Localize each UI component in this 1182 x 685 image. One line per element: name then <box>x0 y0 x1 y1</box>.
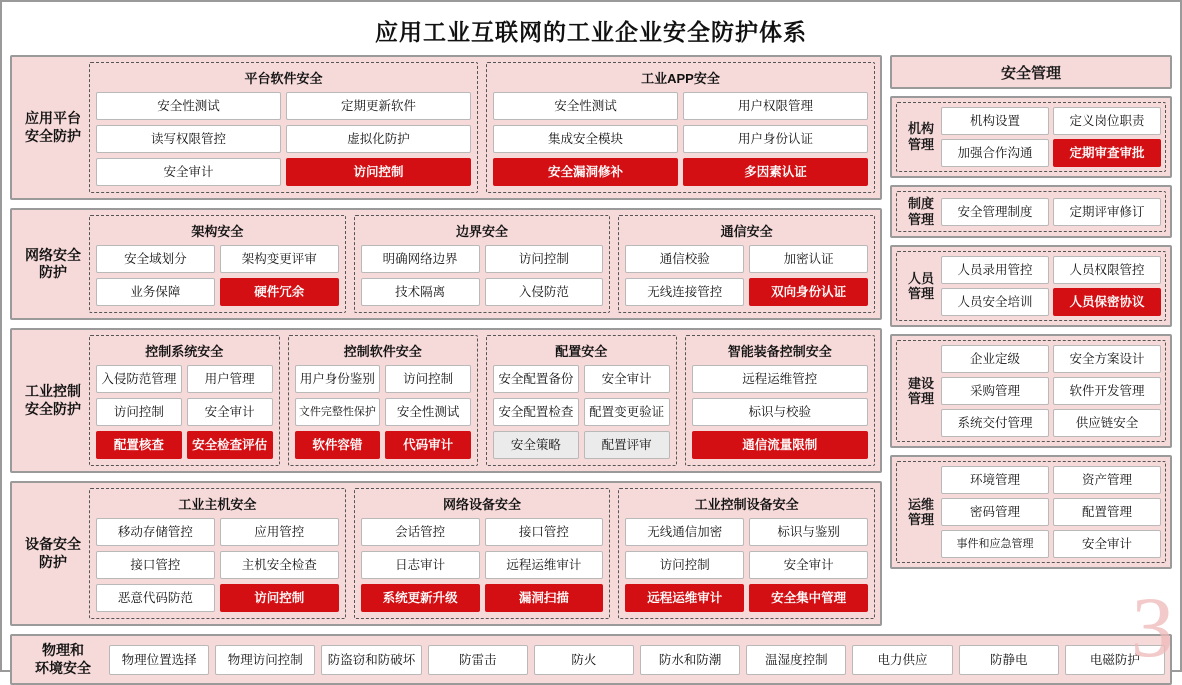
measure-cell[interactable]: 配置评审 <box>584 431 670 459</box>
group-1-2 <box>618 215 875 313</box>
measure-cell[interactable]: 远程运维审计 <box>625 584 744 612</box>
group-title: 工业APP安全 <box>641 71 720 86</box>
physical-cell[interactable]: 防盗窃和防破坏 <box>321 645 421 675</box>
measure-cell[interactable]: 机构设置 <box>941 107 1049 135</box>
measure-cell[interactable]: 安全漏洞修补 <box>493 158 678 186</box>
group-cells <box>361 245 604 306</box>
measure-cell[interactable]: 无线通信加密 <box>625 518 744 546</box>
management-block-inner <box>896 461 1166 563</box>
measure-cell[interactable]: 企业定级 <box>941 345 1049 373</box>
group-3-0 <box>89 488 346 619</box>
group-cells <box>96 92 471 186</box>
management-block-1 <box>890 185 1172 238</box>
management-block-label: 人员 管理 <box>907 270 934 302</box>
measure-cell[interactable]: 接口管控 <box>96 551 215 579</box>
management-block-cells <box>941 196 1161 227</box>
measure-cell[interactable]: 人员权限管控 <box>1053 256 1161 284</box>
group-title: 通信安全 <box>720 224 773 239</box>
measure-cell[interactable]: 访问控制 <box>485 245 604 273</box>
group-title: 网络设备安全 <box>443 497 522 512</box>
measure-cell[interactable]: 配置变更验证 <box>584 398 670 426</box>
group-title: 工业控制设备安全 <box>694 497 799 512</box>
group-title: 控制系统安全 <box>145 344 224 359</box>
measure-cell[interactable]: 访问控制 <box>625 551 744 579</box>
management-block-cells <box>941 345 1161 437</box>
group-2-0 <box>89 335 280 466</box>
physical-cell[interactable]: 防火 <box>534 645 634 675</box>
measure-cell[interactable]: 虚拟化防护 <box>286 125 471 153</box>
group-title: 智能装备控制安全 <box>727 344 832 359</box>
measure-cell[interactable]: 系统交付管理 <box>941 409 1049 437</box>
measure-cell[interactable]: 定期审查审批 <box>1053 139 1161 167</box>
physical-cell[interactable]: 物理访问控制 <box>215 645 315 675</box>
group-title: 配置安全 <box>555 344 608 359</box>
measure-cell[interactable]: 标识与鉴别 <box>749 518 868 546</box>
measure-cell[interactable]: 配置核查 <box>96 431 182 459</box>
measure-cell[interactable]: 远程运维审计 <box>485 551 604 579</box>
measure-cell[interactable]: 安全方案设计 <box>1053 345 1161 373</box>
management-block-label: 运维 管理 <box>907 496 934 528</box>
measure-cell[interactable]: 人员安全培训 <box>941 288 1049 316</box>
physical-environment-band <box>10 634 1172 685</box>
management-block-inner <box>896 340 1166 442</box>
group-cells <box>96 365 273 459</box>
measure-cell[interactable]: 安全集中管理 <box>749 584 868 612</box>
measure-cell[interactable]: 会话管控 <box>361 518 480 546</box>
management-block-inner <box>896 251 1166 321</box>
measure-cell[interactable]: 双向身份认证 <box>749 278 868 306</box>
physical-cell[interactable]: 电磁防护 <box>1065 645 1165 675</box>
group-2-3 <box>685 335 876 466</box>
measure-cell[interactable]: 安全性测试 <box>493 92 678 120</box>
measure-cell[interactable]: 安全审计 <box>749 551 868 579</box>
measure-cell[interactable]: 人员录用管控 <box>941 256 1049 284</box>
group-cells <box>692 365 869 459</box>
measure-cell[interactable]: 主机安全检查 <box>220 551 339 579</box>
band-groups <box>89 335 875 466</box>
body-grid <box>10 55 1172 626</box>
management-block-label: 制度 管理 <box>907 196 934 227</box>
left-column <box>10 55 882 626</box>
measure-cell[interactable]: 访问控制 <box>385 365 471 393</box>
band-label: 应用平台 安全防护 <box>25 110 81 144</box>
measure-cell[interactable]: 资产管理 <box>1053 466 1161 494</box>
measure-cell[interactable]: 用户权限管理 <box>683 92 868 120</box>
measure-cell[interactable]: 定期更新软件 <box>286 92 471 120</box>
band-2 <box>10 328 882 473</box>
measure-cell[interactable]: 恶意代码防范 <box>96 584 215 612</box>
management-block-cells <box>941 256 1161 316</box>
group-title: 平台软件安全 <box>244 71 323 86</box>
physical-cell[interactable]: 温湿度控制 <box>746 645 846 675</box>
measure-cell[interactable]: 人员保密协议 <box>1053 288 1161 316</box>
measure-cell[interactable]: 入侵防范管理 <box>96 365 182 393</box>
measure-cell[interactable]: 安全审计 <box>1053 530 1161 558</box>
measure-cell[interactable]: 接口管控 <box>485 518 604 546</box>
group-3-2 <box>618 488 875 619</box>
measure-cell[interactable]: 供应链安全 <box>1053 409 1161 437</box>
management-block-0 <box>890 96 1172 178</box>
measure-cell[interactable]: 日志审计 <box>361 551 480 579</box>
band-label: 工业控制 安全防护 <box>25 383 81 417</box>
measure-cell[interactable]: 漏洞扫描 <box>485 584 604 612</box>
measure-cell[interactable]: 技术隔离 <box>361 278 480 306</box>
security-management-header: 安全管理 <box>890 55 1172 89</box>
measure-cell[interactable]: 安全审计 <box>96 158 281 186</box>
measure-cell[interactable]: 通信校验 <box>625 245 744 273</box>
physical-cell[interactable]: 物理位置选择 <box>109 645 209 675</box>
group-cells <box>493 92 868 186</box>
measure-cell[interactable]: 读写权限管控 <box>96 125 281 153</box>
measure-cell[interactable]: 安全配置检查 <box>493 398 579 426</box>
measure-cell[interactable]: 访问控制 <box>286 158 471 186</box>
group-cells <box>361 518 604 612</box>
physical-cells <box>109 645 1165 675</box>
right-column <box>890 55 1172 626</box>
group-title: 边界安全 <box>456 224 509 239</box>
physical-cell[interactable]: 防静电 <box>959 645 1059 675</box>
band-0 <box>10 55 882 200</box>
measure-cell[interactable]: 通信流量限制 <box>692 431 869 459</box>
measure-cell[interactable]: 安全管理制度 <box>941 198 1049 226</box>
band-groups <box>89 488 875 619</box>
group-cells <box>625 518 868 612</box>
measure-cell[interactable]: 采购管理 <box>941 377 1049 405</box>
measure-cell[interactable]: 明确网络边界 <box>361 245 480 273</box>
management-block-2 <box>890 245 1172 327</box>
measure-cell[interactable]: 用户身份认证 <box>683 125 868 153</box>
management-block-inner <box>896 191 1166 232</box>
measure-cell[interactable]: 事件和应急管理 <box>941 530 1049 558</box>
measure-cell[interactable]: 访问控制 <box>220 584 339 612</box>
measure-cell[interactable]: 密码管理 <box>941 498 1049 526</box>
measure-cell[interactable]: 远程运维管控 <box>692 365 869 393</box>
management-block-4 <box>890 455 1172 569</box>
page-title: 应用工业互联网的工业企业安全防护体系 <box>375 19 807 45</box>
measure-cell[interactable]: 安全检查评估 <box>187 431 273 459</box>
measure-cell[interactable]: 配置管理 <box>1053 498 1161 526</box>
measure-cell[interactable]: 定期评审修订 <box>1053 198 1161 226</box>
measure-cell[interactable]: 系统更新升级 <box>361 584 480 612</box>
group-2-1 <box>288 335 479 466</box>
measure-cell[interactable]: 加强合作沟通 <box>941 139 1049 167</box>
group-cells <box>96 518 339 612</box>
measure-cell[interactable]: 应用管控 <box>220 518 339 546</box>
measure-cell[interactable]: 安全审计 <box>187 398 273 426</box>
group-title: 控制软件安全 <box>343 344 422 359</box>
physical-cell[interactable]: 防水和防潮 <box>640 645 740 675</box>
management-block-inner <box>896 102 1166 172</box>
management-block-3 <box>890 334 1172 448</box>
measure-cell[interactable]: 用户管理 <box>187 365 273 393</box>
band-label-physical: 物理和 环境安全 <box>35 642 91 676</box>
physical-cell[interactable]: 电力供应 <box>852 645 952 675</box>
measure-cell[interactable]: 软件开发管理 <box>1053 377 1161 405</box>
management-block-cells <box>941 107 1161 167</box>
group-0-1 <box>486 62 875 193</box>
band-label: 设备安全 防护 <box>25 536 81 570</box>
group-3-1 <box>354 488 611 619</box>
measure-cell[interactable]: 业务保障 <box>96 278 215 306</box>
measure-cell[interactable]: 环境管理 <box>941 466 1049 494</box>
measure-cell[interactable]: 访问控制 <box>96 398 182 426</box>
measure-cell[interactable]: 移动存储管控 <box>96 518 215 546</box>
measure-cell[interactable]: 安全策略 <box>493 431 579 459</box>
measure-cell[interactable]: 安全审计 <box>584 365 670 393</box>
measure-cell[interactable]: 安全域划分 <box>96 245 215 273</box>
band-groups <box>89 215 875 313</box>
group-title: 工业主机安全 <box>178 497 257 512</box>
group-cells <box>625 245 868 306</box>
measure-cell[interactable]: 定义岗位职责 <box>1053 107 1161 135</box>
measure-cell[interactable]: 架构变更评审 <box>220 245 339 273</box>
management-block-label: 机构 管理 <box>907 121 934 152</box>
management-block-cells <box>941 466 1161 558</box>
measure-cell[interactable]: 代码审计 <box>385 431 471 459</box>
group-cells <box>295 365 472 459</box>
measure-cell[interactable]: 入侵防范 <box>485 278 604 306</box>
group-2-2 <box>486 335 677 466</box>
measure-cell[interactable]: 多因素认证 <box>683 158 868 186</box>
watermark: З <box>1130 579 1174 675</box>
measure-cell[interactable]: 用户身份鉴别 <box>295 365 381 393</box>
physical-cell[interactable]: 防雷击 <box>428 645 528 675</box>
management-block-label: 建设 管理 <box>907 375 934 407</box>
measure-cell[interactable]: 硬件冗余 <box>220 278 339 306</box>
group-title: 架构安全 <box>191 224 244 239</box>
band-3 <box>10 481 882 626</box>
measure-cell[interactable]: 安全性测试 <box>385 398 471 426</box>
group-cells <box>96 245 339 306</box>
group-1-1 <box>354 215 611 313</box>
group-0-0 <box>89 62 478 193</box>
group-cells <box>493 365 670 459</box>
measure-cell[interactable]: 集成安全模块 <box>493 125 678 153</box>
measure-cell[interactable]: 无线连接管控 <box>625 278 744 306</box>
measure-cell[interactable]: 软件容错 <box>295 431 381 459</box>
band-1 <box>10 208 882 320</box>
band-label: 网络安全 防护 <box>25 246 81 280</box>
group-1-0 <box>89 215 346 313</box>
measure-cell[interactable]: 标识与校验 <box>692 398 869 426</box>
measure-cell[interactable]: 安全性测试 <box>96 92 281 120</box>
measure-cell[interactable]: 安全配置备份 <box>493 365 579 393</box>
measure-cell[interactable]: 加密认证 <box>749 245 868 273</box>
band-groups <box>89 62 875 193</box>
measure-cell[interactable]: 文件完整性保护 <box>295 398 381 426</box>
